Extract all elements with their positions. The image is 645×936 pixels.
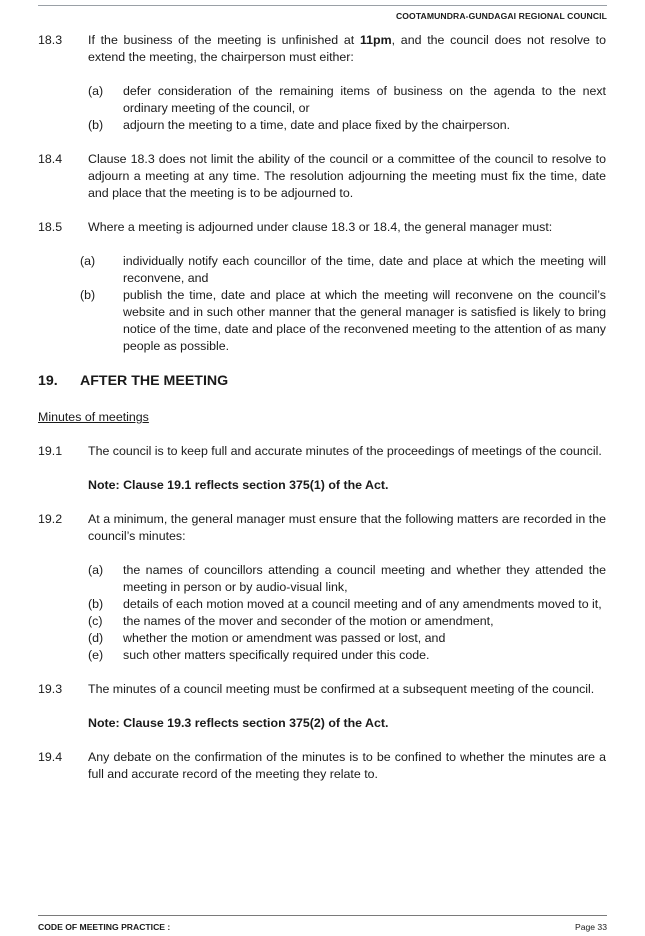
clause-18-5 bbox=[38, 219, 606, 236]
list-item bbox=[38, 647, 606, 664]
section-heading bbox=[38, 373, 606, 390]
list-item bbox=[38, 596, 606, 613]
clause-text: The council is to keep full and accurate minutes of the proceedings of meetings of the council. bbox=[88, 444, 602, 458]
list-item-label: (a) bbox=[88, 84, 104, 98]
clause-number: 19.4 bbox=[38, 750, 63, 764]
list-item-text: individually notify each councillor of the time, date and place at which the meeting will reconvene, and bbox=[123, 254, 606, 285]
subheading-minutes: Minutes of meetings bbox=[38, 410, 149, 424]
clause-number: 19.2 bbox=[38, 512, 63, 526]
list-item-text: whether the motion or amendment was passed or lost, and bbox=[123, 631, 446, 645]
clause-note: Note: Clause 19.1 reflects section 375(1) of the Act. bbox=[88, 478, 389, 492]
list-item bbox=[38, 630, 606, 647]
list-item-text: such other matters specifically required under this code. bbox=[123, 648, 430, 662]
list-item-label: (e) bbox=[88, 648, 104, 662]
list-item-label: (b) bbox=[80, 288, 96, 302]
list-item-label: (d) bbox=[88, 631, 104, 645]
clause-text: Where a meeting is adjourned under clause 18.3 or 18.4, the general manager must: bbox=[88, 220, 553, 234]
list-item bbox=[38, 287, 606, 355]
header-title: COOTAMUNDRA-GUNDAGAI REGIONAL COUNCIL bbox=[395, 11, 607, 21]
clause-19-4 bbox=[38, 749, 606, 783]
footer-rule bbox=[38, 915, 607, 916]
section-title: AFTER THE MEETING bbox=[80, 373, 229, 389]
list-item-label: (a) bbox=[80, 254, 96, 268]
clause-19-3 bbox=[38, 681, 606, 698]
section-number: 19. bbox=[38, 373, 58, 389]
clause-text: Any debate on the confirmation of the minutes is to be confined to whether the minutes are a full and accurate record of the meeting they relate to. bbox=[88, 750, 606, 781]
header-rule bbox=[38, 5, 607, 6]
list-item bbox=[38, 117, 606, 134]
clause-note: Note: Clause 19.3 reflects section 375(2) of the Act. bbox=[88, 716, 389, 730]
list-item bbox=[38, 83, 606, 117]
clause-number: 18.3 bbox=[38, 33, 63, 47]
clause-text-bold: 11pm bbox=[359, 33, 392, 47]
list-item-text: details of each motion moved at a council meeting and of any amendments moved to it, bbox=[123, 597, 602, 611]
clause-text: The minutes of a council meeting must be confirmed at a subsequent meeting of the council. bbox=[88, 682, 595, 696]
list-item bbox=[38, 253, 606, 287]
clause-text: Clause 18.3 does not limit the ability of the council or a committee of the council to resolve to adjourn a meeting at any time. The resolution adjourning the meeting must fix the time, date and place that the meeting is to be adjourned to. bbox=[88, 152, 606, 200]
list-item-label: (c) bbox=[88, 614, 103, 628]
clause-18-4 bbox=[38, 151, 606, 202]
clause-text: At a minimum, the general manager must ensure that the following matters are recorded in the council’s minutes: bbox=[88, 512, 606, 543]
footer-document-title: CODE OF MEETING PRACTICE : bbox=[38, 922, 171, 932]
clause-number: 18.4 bbox=[38, 152, 63, 166]
list-item bbox=[38, 562, 606, 596]
list-item-label: (b) bbox=[88, 118, 104, 132]
clause-19-2 bbox=[38, 511, 606, 545]
list-item-text: the names of the mover and seconder of the motion or amendment, bbox=[123, 614, 494, 628]
clause-18-3 bbox=[38, 32, 606, 66]
footer-page-number: Page 33 bbox=[574, 922, 607, 932]
list-item bbox=[38, 613, 606, 630]
clause-text: , and the council does not resolve to extend the meeting, the chairperson must either: bbox=[88, 33, 606, 64]
clause-number: 19.1 bbox=[38, 444, 63, 458]
page-content bbox=[38, 32, 606, 783]
clause-text: If the business of the meeting is unfinished at bbox=[88, 33, 360, 47]
list-item-text: the names of councillors attending a council meeting and whether they attended the meeting in person or by audio-visual link, bbox=[123, 563, 606, 594]
list-item-text: publish the time, date and place at which the meeting will reconvene on the council’s website and in such other manner that the general manager is satisfied is likely to bring notice of the time, date and place of the reconvened meeting to the attention of as many people as possible. bbox=[123, 288, 606, 353]
clause-number: 19.3 bbox=[38, 682, 63, 696]
clause-number: 18.5 bbox=[38, 220, 63, 234]
list-item-text: adjourn the meeting to a time, date and place fixed by the chairperson. bbox=[123, 118, 511, 132]
list-item-label: (b) bbox=[88, 597, 104, 611]
clause-19-1 bbox=[38, 443, 606, 460]
list-item-text: defer consideration of the remaining items of business on the agenda to the next ordinary meeting of the council, or bbox=[123, 84, 606, 115]
list-item-label: (a) bbox=[88, 563, 104, 577]
